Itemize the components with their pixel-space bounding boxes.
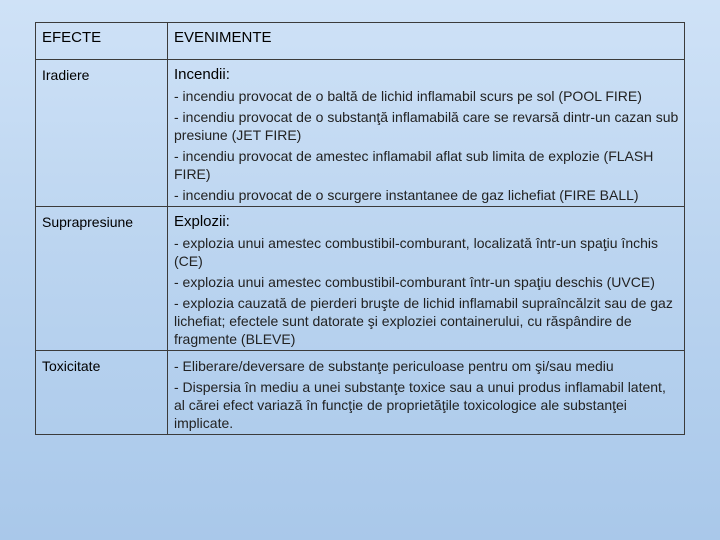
effect-cell xyxy=(36,60,168,207)
events-cell xyxy=(168,351,685,435)
table-row xyxy=(36,207,685,351)
event-item: - incendiu provocat de o scurgere instantanee de gaz lichefiat (FIRE BALL) xyxy=(174,187,639,203)
table-row xyxy=(36,60,685,207)
event-item: - Dispersia în mediu a unei substanţe toxice sau a unui produs inflamabil latent, al cărei efect variază în funcţie de proprietăţile toxicologice ale substanţei implicate. xyxy=(174,379,666,431)
event-item: - incendiu provocat de o substanţă inflamabilă care se revarsă dintr-un cazan sub presiune (JET FIRE) xyxy=(174,109,679,143)
effect-cell xyxy=(36,351,168,435)
effect-name: Suprapresiune xyxy=(42,214,134,230)
table-header-row xyxy=(36,23,685,60)
event-category-title: Explozii: xyxy=(174,213,230,230)
events-cell xyxy=(168,60,685,207)
effect-name: Toxicitate xyxy=(42,358,101,374)
event-item: - Eliberare/deversare de substanţe periculoase pentru om şi/sau mediu xyxy=(174,358,614,374)
events-cell xyxy=(168,207,685,351)
event-item: - incendiu provocat de o baltă de lichid inflamabil scurs pe sol (POOL FIRE) xyxy=(174,88,642,104)
header-cell-effects xyxy=(36,23,168,60)
event-item: - incendiu provocat de amestec inflamabil aflat sub limita de explozie (FLASH FIRE) xyxy=(174,148,654,182)
event-item: - explozia cauzată de pierderi bruşte de lichid inflamabil supraîncălzit sau de gaz lichefiat; efectele sunt datorate şi exploziei containerului, cu răspândire de fragmente (BLEVE) xyxy=(174,295,673,347)
event-item: - explozia unui amestec combustibil-comburant într-un spaţiu deschis (UVCE) xyxy=(174,274,655,290)
table-row xyxy=(36,351,685,435)
effect-cell xyxy=(36,207,168,351)
effects-events-table xyxy=(35,22,685,435)
effect-name: Iradiere xyxy=(42,67,90,83)
header-events-label: EVENIMENTE xyxy=(174,29,272,46)
header-cell-events xyxy=(168,23,685,60)
event-category-title: Incendii: xyxy=(174,66,230,83)
header-effects-label: EFECTE xyxy=(42,29,102,46)
event-item: - explozia unui amestec combustibil-comburant, localizată într-un spaţiu închis (CE) xyxy=(174,235,659,269)
